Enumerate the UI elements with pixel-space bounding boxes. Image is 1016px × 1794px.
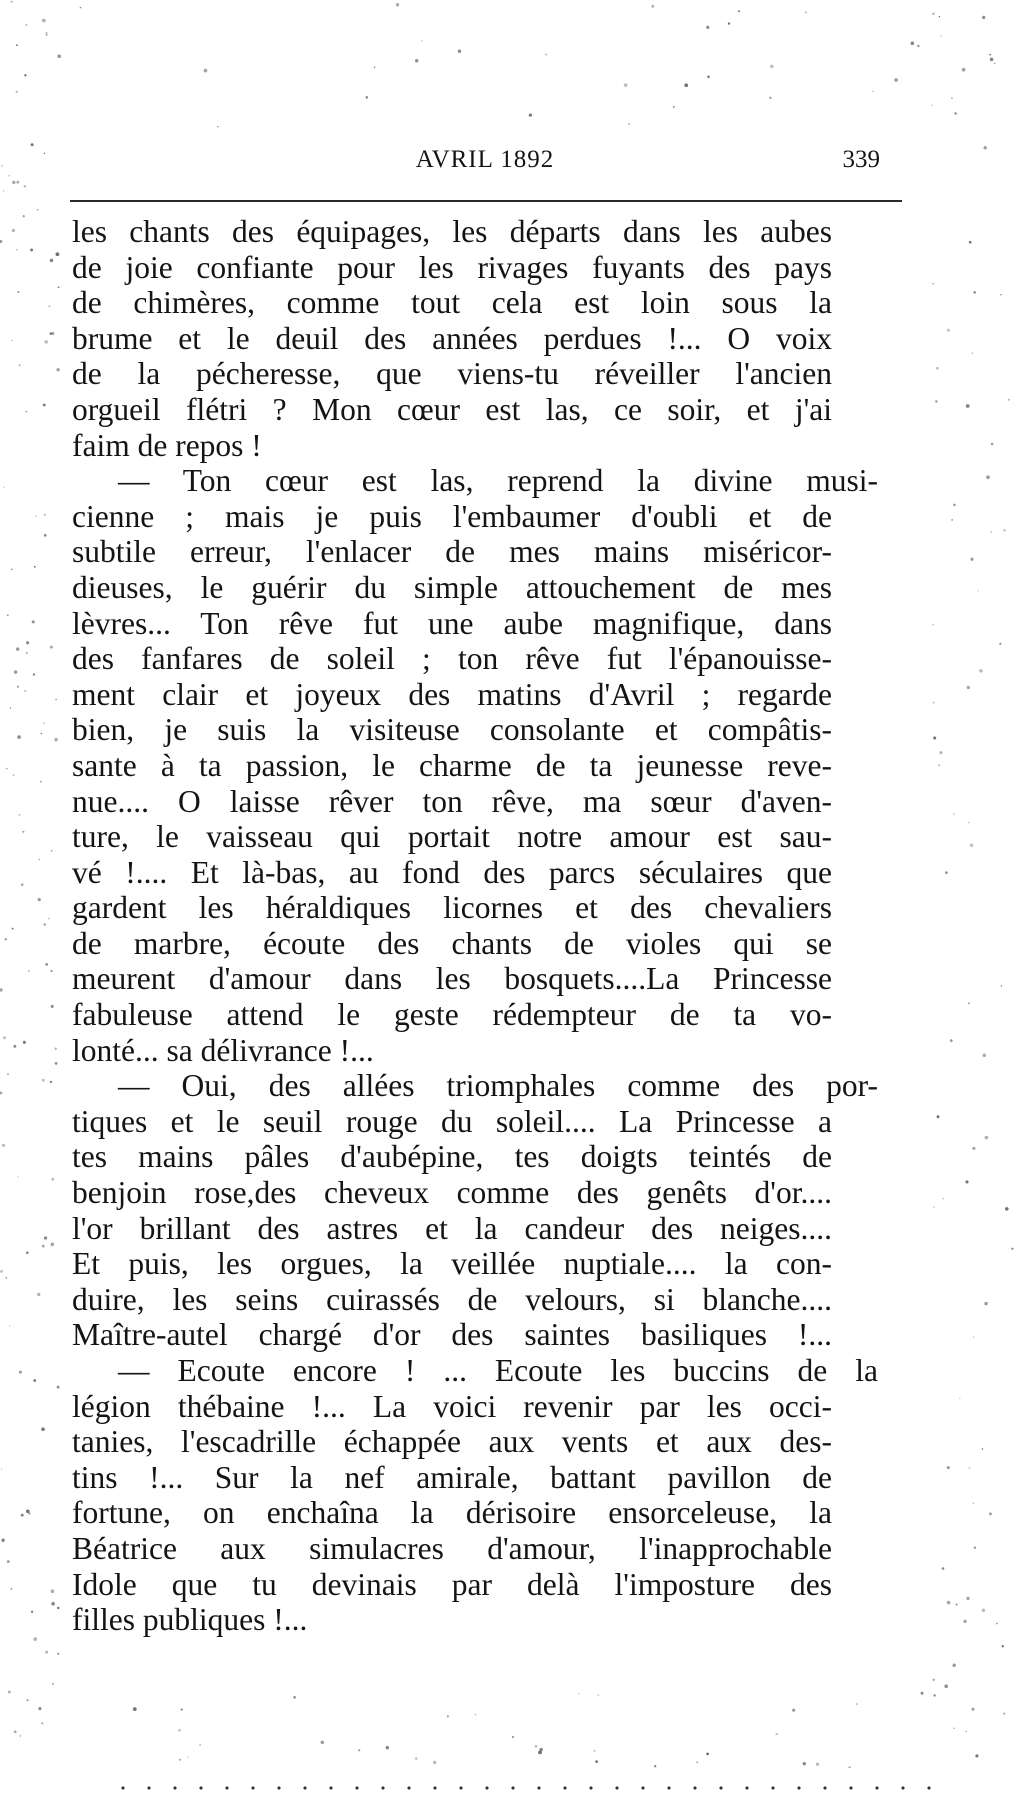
text-line: brume et le deuil des années perdues !... O voix <box>72 320 832 356</box>
speck <box>415 59 418 62</box>
speck <box>24 74 26 76</box>
speck <box>26 1251 29 1254</box>
speck <box>43 722 45 724</box>
speck <box>35 516 36 517</box>
speck <box>0 240 2 243</box>
speck <box>57 1386 60 1389</box>
speck <box>539 1748 542 1751</box>
speck <box>1000 294 1001 295</box>
speck <box>1 165 2 166</box>
text-line: — Ton cœur est las, reprend la divine musi- <box>118 463 878 499</box>
speck <box>433 1761 436 1764</box>
speck <box>578 1693 579 1694</box>
speck <box>34 566 36 568</box>
speck <box>23 1041 26 1044</box>
speck <box>33 673 35 675</box>
speck <box>706 1753 709 1756</box>
speck <box>696 1762 698 1764</box>
speck <box>33 1379 36 1382</box>
speck <box>421 40 422 41</box>
speck <box>31 1611 33 1613</box>
text-line: duire, les seins cuirassés de velours, si blanche.... <box>72 1281 832 1317</box>
speck <box>994 62 996 64</box>
speck <box>43 404 46 407</box>
speck <box>45 963 48 966</box>
speck <box>52 1683 54 1685</box>
speck <box>50 1081 52 1083</box>
speck <box>939 16 940 17</box>
speck <box>44 1236 47 1239</box>
speck <box>57 1653 59 1655</box>
speck <box>1002 1645 1004 1647</box>
speck <box>950 1039 953 1042</box>
speck <box>951 519 953 521</box>
speck <box>2 1144 5 1147</box>
speck <box>598 1694 600 1696</box>
speck <box>21 1514 24 1517</box>
speck <box>803 1762 806 1765</box>
speck <box>947 1601 951 1605</box>
speck <box>16 647 19 650</box>
speck <box>133 1707 137 1711</box>
text-line: tes mains pâles d'aubépine, tes doigts teintés de <box>72 1139 832 1175</box>
speck <box>366 96 368 98</box>
text-line: les chants des équipages, les départs dans les aubes <box>72 214 832 249</box>
speck <box>624 83 628 87</box>
speck <box>996 1623 998 1625</box>
speck <box>595 1760 598 1763</box>
speck <box>44 923 47 926</box>
speck <box>999 643 1001 645</box>
speck <box>942 1567 945 1570</box>
text-line: tanies, l'escadrille échappée aux vents et aux des- <box>72 1424 832 1460</box>
speck <box>40 781 42 783</box>
speck <box>8 1691 11 1694</box>
speck <box>28 1512 30 1514</box>
speck <box>39 859 40 860</box>
speck <box>951 97 953 99</box>
speck <box>1008 399 1010 401</box>
speck <box>48 918 50 920</box>
speck <box>55 699 57 701</box>
speck <box>16 91 18 93</box>
speck <box>986 475 990 479</box>
speck <box>57 1607 59 1609</box>
speck <box>0 988 3 991</box>
speck <box>982 1448 984 1450</box>
speck <box>80 7 82 9</box>
speck <box>56 368 59 371</box>
speck <box>545 54 546 55</box>
footer-ornament <box>110 1782 950 1794</box>
speck <box>17 686 19 688</box>
speck <box>179 1759 181 1761</box>
speck <box>415 1757 418 1760</box>
text-line: tiques et le seuil rouge du soleil.... La Princesse a <box>72 1103 832 1139</box>
speck <box>1003 1713 1005 1715</box>
speck <box>970 558 973 561</box>
speck <box>945 871 948 874</box>
speck <box>956 1603 958 1605</box>
text-line: bien, je suis la visiteuse consolante et compâtis- <box>72 712 832 748</box>
speck <box>16 249 17 250</box>
text-line: nue.... O laisse rêver ton rêve, ma sœur d'aven- <box>72 783 832 819</box>
speck <box>894 78 898 82</box>
speck <box>42 1079 45 1082</box>
speck <box>12 181 15 184</box>
speck <box>49 332 51 334</box>
speck <box>953 504 956 507</box>
speck <box>19 1371 22 1374</box>
speck <box>979 669 982 672</box>
speck <box>770 65 774 69</box>
speck <box>968 822 969 823</box>
speck <box>0 1091 2 1094</box>
speck <box>651 5 654 8</box>
speck <box>706 26 709 29</box>
speck <box>966 404 970 408</box>
speck <box>20 1735 21 1736</box>
speck <box>933 1679 935 1681</box>
speck <box>932 105 934 107</box>
text-line: fabuleuse attend le geste rédempteur de ta vo- <box>72 997 832 1033</box>
speck <box>512 1736 514 1738</box>
speck <box>3 1036 6 1039</box>
speck <box>58 287 60 289</box>
text-line: de chimères, comme tout cela est loin sous la <box>72 285 832 321</box>
speck <box>939 751 942 754</box>
speck <box>386 1746 389 1749</box>
speck <box>984 1302 987 1305</box>
speck <box>792 1709 795 1712</box>
speck <box>952 1664 956 1668</box>
page-number: 339 <box>842 146 880 173</box>
text-line: orgueil flétri ? Mon cœur est las, ce soir, et j'ai <box>72 391 832 427</box>
speck <box>50 259 54 263</box>
speck <box>872 91 873 92</box>
speck <box>44 534 47 537</box>
speck <box>11 568 13 570</box>
text-line: de la pécheresse, que viens-tu réveiller l'ancien <box>72 356 832 392</box>
speck <box>188 1756 189 1757</box>
speck <box>1 1469 2 1470</box>
speck <box>26 1510 30 1514</box>
speck <box>7 614 9 616</box>
speck <box>947 1466 950 1469</box>
speck <box>181 1709 183 1711</box>
speck <box>990 58 994 62</box>
speck <box>978 590 979 591</box>
speck <box>51 1005 54 1008</box>
speck <box>37 1293 40 1296</box>
running-title: AVRIL 1892 <box>415 146 555 173</box>
speck <box>944 1684 948 1688</box>
speck <box>973 1503 974 1504</box>
text-line: gardent les héraldiques licornes et des chevaliers <box>72 890 832 926</box>
speck <box>26 652 28 654</box>
speck <box>55 1062 58 1065</box>
speck <box>33 1637 37 1641</box>
speck <box>321 1741 324 1744</box>
text-line: dieuses, le guérir du simple attouchement de mes <box>72 569 832 605</box>
speck <box>1 1539 4 1542</box>
speck <box>44 152 46 154</box>
text-line: benjoin rose,des cheveux comme des genêts d'or.... <box>72 1175 832 1211</box>
speck <box>45 1651 48 1654</box>
speck <box>30 249 33 252</box>
speck <box>22 831 24 833</box>
speck <box>953 813 954 814</box>
speck <box>48 305 50 307</box>
speck <box>51 850 53 852</box>
speck <box>0 1270 3 1273</box>
speck <box>14 670 17 673</box>
speck <box>973 291 976 294</box>
text-line: faim de repos ! <box>72 427 262 463</box>
speck <box>972 1147 975 1150</box>
speck <box>971 1708 974 1711</box>
speck <box>14 1730 17 1733</box>
speck <box>12 229 15 232</box>
speck <box>38 898 41 901</box>
speck <box>13 774 15 776</box>
speck <box>684 83 688 87</box>
speck <box>10 707 11 708</box>
speck <box>293 1696 295 1698</box>
speck <box>17 735 21 739</box>
speck <box>3 190 4 191</box>
speck <box>959 1398 960 1399</box>
speck <box>942 1198 943 1199</box>
speck <box>55 1047 57 1049</box>
speck <box>51 332 54 335</box>
speck <box>628 123 630 125</box>
speck <box>56 252 60 256</box>
speck <box>911 41 915 45</box>
speck <box>975 1754 978 1757</box>
text-line: ture, le vaisseau qui portait notre amour est sau- <box>72 819 832 855</box>
text-line: meurent d'amour dans les bosquets....La Princesse <box>72 961 832 997</box>
speck <box>16 44 18 46</box>
text-line: lèvres... Ton rêve fut une aube magnifique, dans <box>72 605 832 641</box>
text-line: Maître-autel chargé d'or des saintes basiliques !... <box>72 1317 832 1353</box>
speck <box>27 1699 29 1701</box>
text-line: de marbre, écoute des chants de violes qui se <box>72 925 832 961</box>
text-line: ment clair et joyeux des matins d'Avril ; regarde <box>72 676 832 712</box>
speck <box>11 1588 13 1590</box>
speck <box>54 738 58 742</box>
speck <box>991 443 994 446</box>
speck <box>21 883 24 886</box>
speck <box>217 126 218 127</box>
speck <box>374 66 376 68</box>
speck <box>989 54 991 56</box>
speck <box>982 1609 985 1612</box>
speck <box>965 1180 968 1183</box>
text-line: — Oui, des allées triomphales comme des por- <box>118 1068 878 1104</box>
speck <box>5 1277 7 1279</box>
speck <box>41 1427 45 1431</box>
text-line: Et puis, les orgues, la veillée nuptiale.... la con- <box>72 1246 832 1282</box>
speck <box>16 181 19 184</box>
text-line: de joie confiante pour les rivages fuyants des pays <box>72 249 832 285</box>
speck <box>970 844 974 848</box>
speck <box>953 1728 954 1729</box>
speck <box>673 106 675 108</box>
speck <box>973 1336 974 1337</box>
speck <box>51 1243 54 1246</box>
speck <box>1005 1207 1009 1211</box>
speck <box>963 1620 966 1623</box>
speck <box>707 75 710 78</box>
speck <box>178 1729 181 1732</box>
speck <box>44 514 46 516</box>
speck <box>13 1045 16 1048</box>
text-line: vé !.... Et là-bas, au fond des parcs séculaires que <box>72 854 832 890</box>
speck <box>11 1 13 3</box>
speck <box>938 764 940 766</box>
text-line: sante à ta passion, le charme de ta jeunesse reve- <box>72 747 832 783</box>
speck <box>593 1750 595 1752</box>
speck <box>947 329 950 332</box>
speck <box>31 143 34 146</box>
speck <box>28 970 30 972</box>
speck <box>44 340 48 344</box>
text-line: Idole que tu devinais par delà l'imposture des <box>72 1566 832 1602</box>
speck <box>447 1715 449 1717</box>
speck <box>8 175 10 177</box>
speck <box>967 686 970 689</box>
speck <box>1001 985 1002 986</box>
speck <box>933 1694 935 1696</box>
speck <box>41 733 43 735</box>
speck <box>982 16 985 19</box>
body-text <box>72 214 938 1638</box>
speck <box>458 50 461 53</box>
speck <box>966 1597 969 1600</box>
speck <box>24 690 26 692</box>
speck <box>7 1560 10 1563</box>
text-line: Béatrice aux simulacres d'amour, l'inapprochable <box>72 1530 832 1566</box>
speck <box>738 10 740 12</box>
speck <box>12 928 14 930</box>
speck <box>7 1073 9 1075</box>
speck <box>856 1703 858 1705</box>
text-line: subtile erreur, l'enlacer de mes mains miséricor- <box>72 534 832 570</box>
text-line: légion thébaine !... La voici revenir par les occi- <box>72 1388 832 1424</box>
speck <box>654 1765 656 1767</box>
speck <box>17 1176 18 1177</box>
speck <box>5 938 7 940</box>
speck <box>805 11 807 13</box>
text-line: filles publiques !... <box>72 1602 308 1638</box>
speck <box>921 1692 924 1695</box>
speck <box>984 146 987 149</box>
text-line: l'or brillant des astres et la candeur des neiges.... <box>72 1210 832 1246</box>
speck <box>9 1325 10 1326</box>
speck <box>538 1751 542 1755</box>
speck <box>51 1602 55 1606</box>
speck <box>57 54 61 58</box>
speck <box>46 32 48 34</box>
speck <box>358 1749 360 1751</box>
speck <box>974 1546 976 1548</box>
speck <box>42 19 46 23</box>
speck <box>26 411 27 412</box>
speck <box>19 364 21 366</box>
text-line: des fanfares de soleil ; ton rêve fut l'épanouisse- <box>72 641 832 677</box>
speck <box>989 1512 992 1515</box>
text-line: tins !... Sur la nef amirale, battant pavillon de <box>72 1459 832 1495</box>
speck <box>24 185 27 188</box>
speck <box>51 1178 54 1181</box>
speck <box>1003 529 1005 531</box>
speck <box>19 814 21 816</box>
speck <box>4 487 5 488</box>
speck <box>775 1733 777 1735</box>
speck <box>769 97 771 99</box>
speck <box>37 209 39 211</box>
speck <box>972 352 973 353</box>
speck <box>25 24 27 26</box>
speck <box>199 1744 200 1745</box>
speck <box>32 620 35 623</box>
speck <box>985 1136 989 1140</box>
speck <box>990 531 992 533</box>
page-header <box>70 142 900 182</box>
speck <box>969 241 972 244</box>
speck <box>954 112 956 114</box>
speck <box>50 646 53 649</box>
text-line: — Ecoute encore ! ... Ecoute les buccins de la <box>118 1353 878 1388</box>
speck <box>6 768 8 770</box>
speck <box>204 69 208 73</box>
text-line: fortune, on enchaîna la dérisoire ensorceleuse, la <box>72 1495 832 1531</box>
text-line: cienne ; mais je puis l'embaumer d'oubli et de <box>72 498 832 534</box>
speck <box>940 36 941 37</box>
speck <box>26 641 29 644</box>
speck <box>932 13 935 16</box>
speck <box>917 45 919 47</box>
speck <box>1011 1248 1013 1250</box>
speck <box>475 1714 477 1716</box>
speck <box>38 1707 41 1710</box>
speck <box>50 970 52 972</box>
speck <box>816 1763 819 1766</box>
speck <box>17 291 19 293</box>
speck <box>51 1589 55 1593</box>
speck <box>962 68 966 72</box>
speck <box>535 1745 538 1748</box>
header-rule <box>70 200 902 202</box>
speck <box>42 1245 45 1248</box>
speck <box>41 1722 43 1724</box>
speck <box>968 1002 970 1004</box>
speck <box>983 1054 987 1058</box>
speck <box>965 1731 966 1732</box>
speck <box>11 340 13 342</box>
speck <box>529 113 532 116</box>
speck <box>968 1467 970 1469</box>
text-line: lonté... sa délivrance !... <box>72 1032 374 1068</box>
speck <box>396 3 399 6</box>
speck <box>23 215 25 217</box>
speck <box>46 34 48 36</box>
speck <box>728 22 730 24</box>
